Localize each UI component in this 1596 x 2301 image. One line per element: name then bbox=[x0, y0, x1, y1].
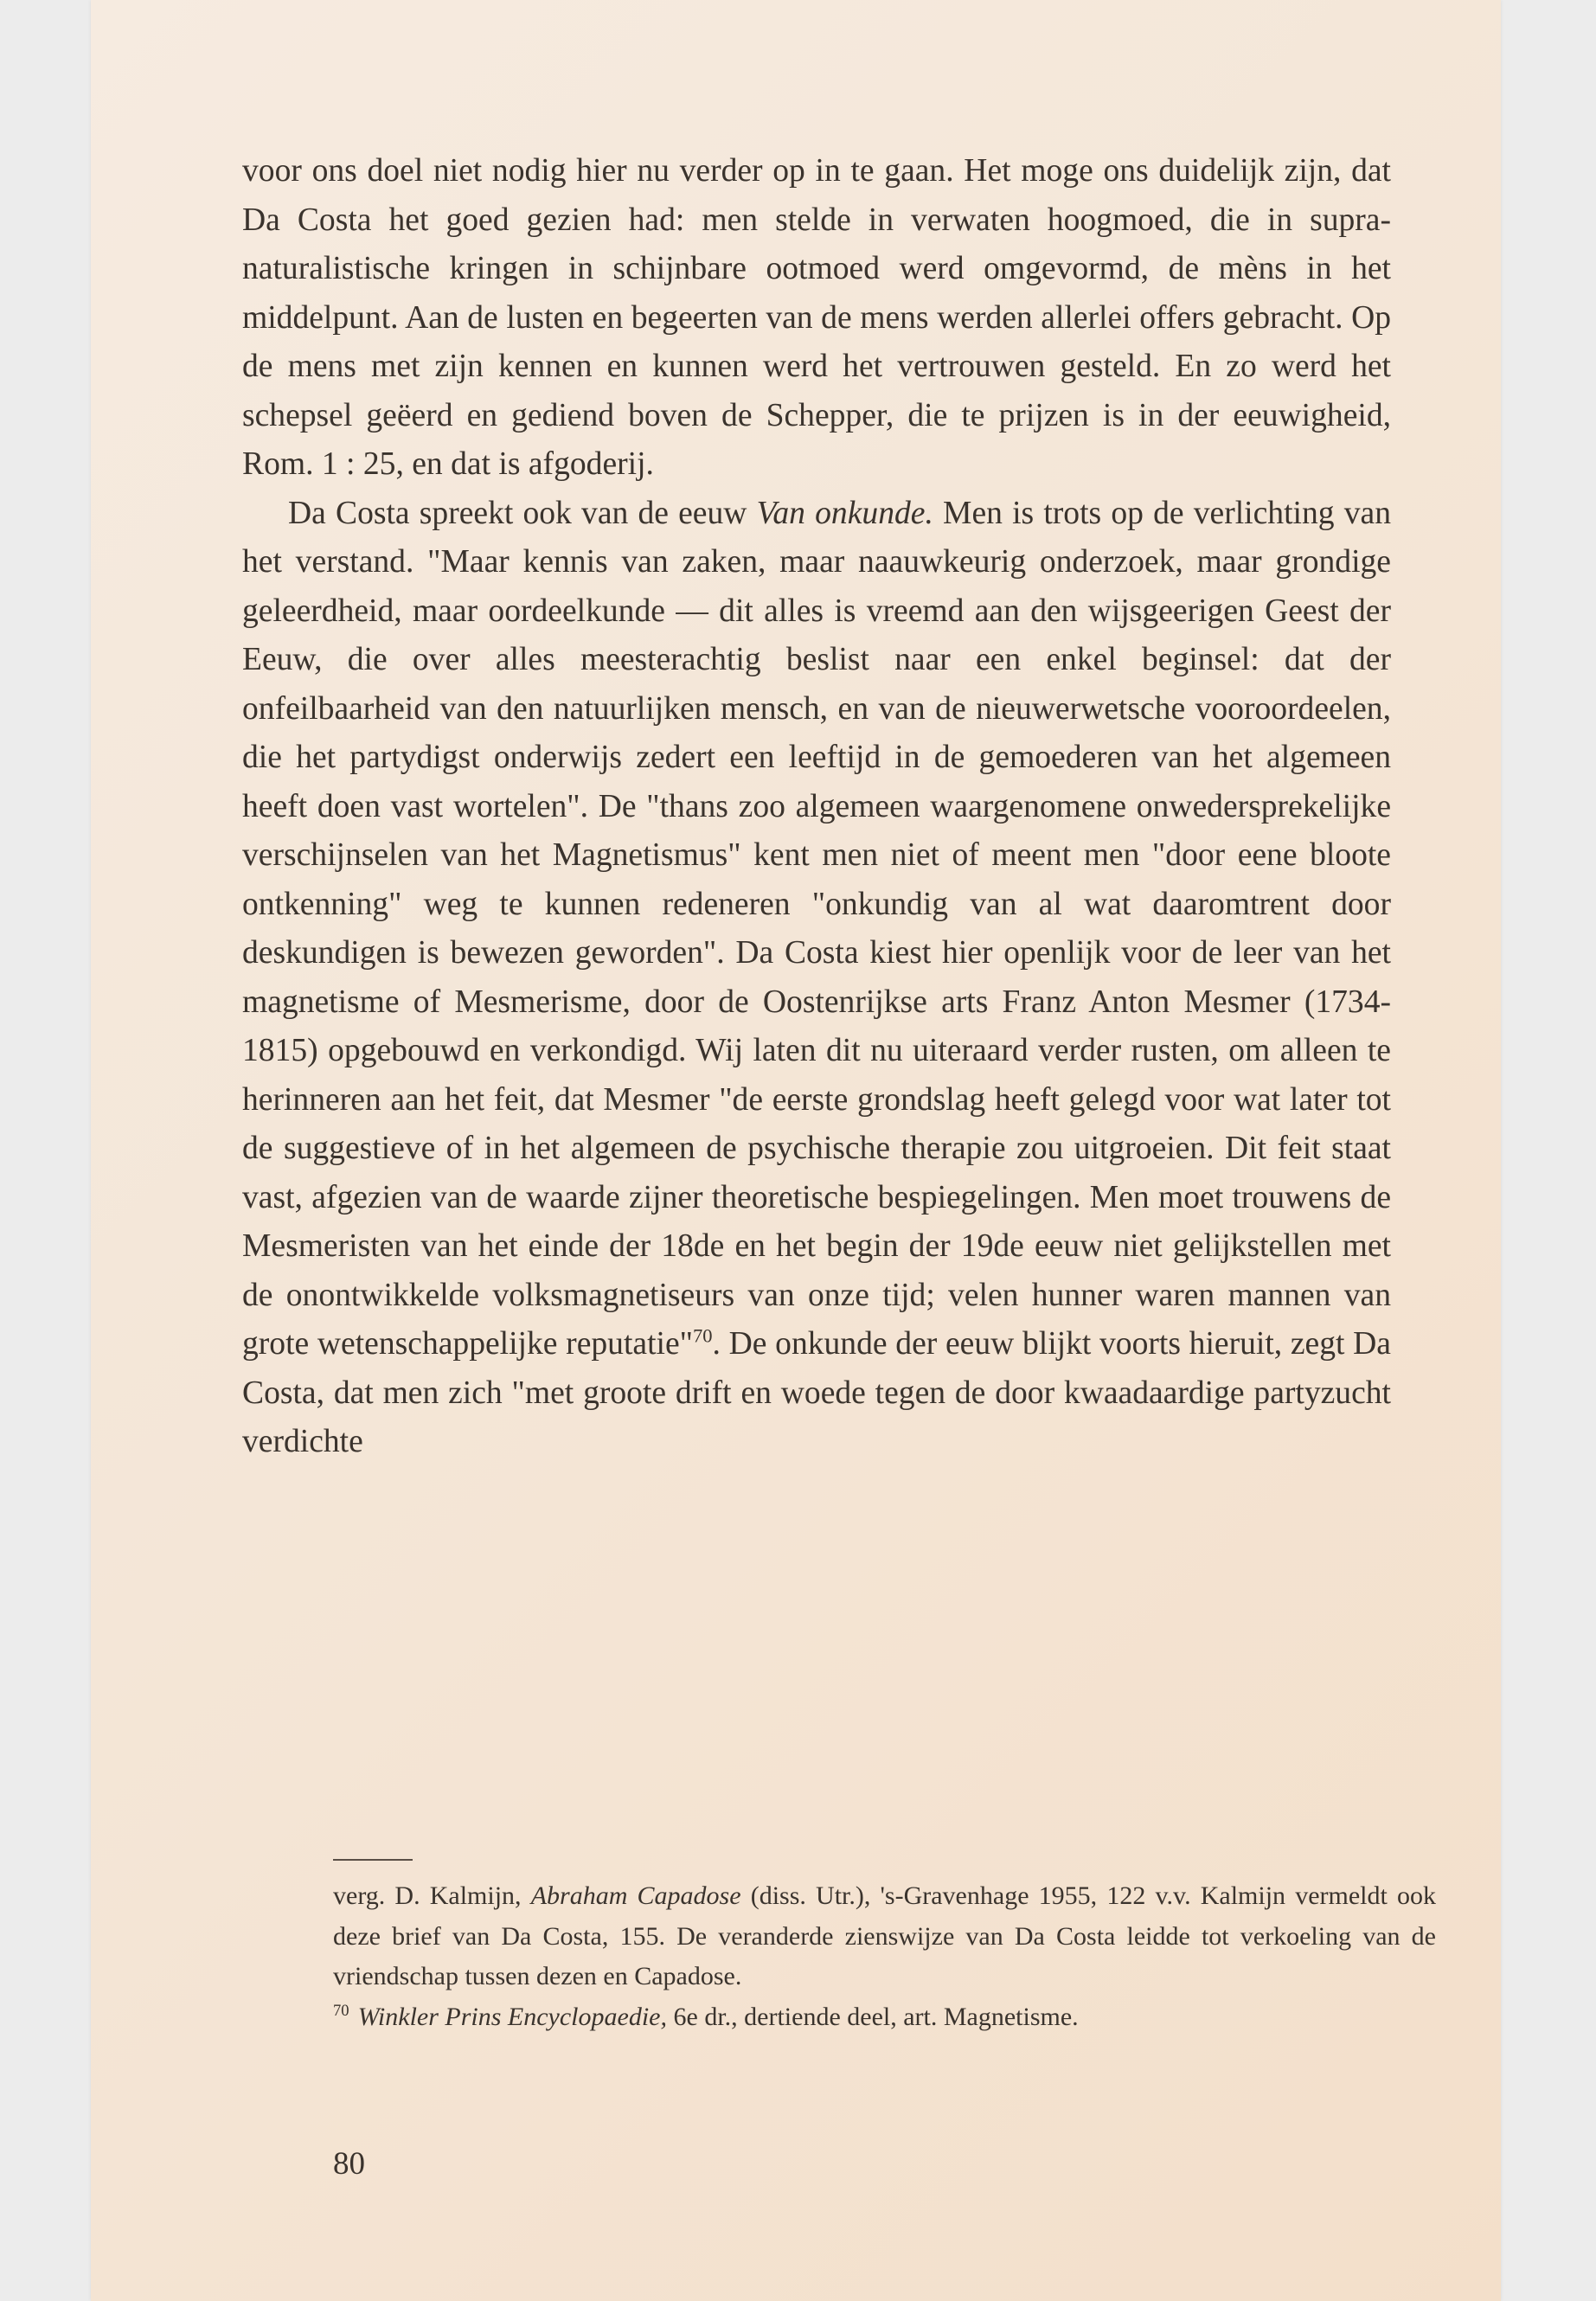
footnote-continued-lead: verg. D. Kalmijn, bbox=[333, 1881, 531, 1910]
footnotes bbox=[333, 1876, 1436, 2037]
footnote-reference-70: 70 bbox=[692, 1324, 713, 1347]
footnote-continued-title: Abraham Capadose bbox=[530, 1881, 741, 1910]
paragraph-2 bbox=[242, 490, 1391, 1467]
footnote-divider bbox=[333, 1859, 413, 1861]
paragraph-2-italic-title: Van onkunde. bbox=[756, 495, 933, 531]
paragraph-2-lead: Da Costa spreekt ook van de eeuw bbox=[288, 495, 757, 531]
footnote-70 bbox=[333, 1997, 1436, 2038]
footnote-continued-body: (diss. Utr.), 's-Gravenhage 1955, 122 v.v. Kalmijn vermeldt ook deze brief van Da Costa, 155. De veranderde zienswijze van Da Costa leidde tot verkoeling van de vriendschap tussen dezen en Capadose. bbox=[333, 1881, 1436, 1990]
footnote-70-body: 6e dr., dertiende deel, art. Magnetisme. bbox=[667, 2002, 1079, 2031]
page-number: 80 bbox=[333, 2146, 365, 2182]
paragraph-2-tail: . De onkunde der eeuw blijkt voorts hieruit, zegt Da Costa, dat men zich "met groote drift en woede tegen de door kwaadaardige partyzucht verdichte bbox=[242, 1326, 1391, 1459]
paragraph-1 bbox=[242, 147, 1391, 490]
book-page bbox=[91, 0, 1501, 2301]
footnote-70-number: 70 bbox=[333, 2001, 349, 2020]
paragraph-1-text: voor ons doel niet nodig hier nu verder op in te gaan. Het moge ons duidelijk zijn, dat Da Costa het goed gezien had: men stelde in verwaten hoogmoed, die in supra-naturalistische kringen in schijnbare ootmoed werd omgevormd, de mèns in het middelpunt. Aan de lusten en begeerten van de mens werden allerlei offers gebracht. Op de mens met zijn kennen en kunnen werd het vertrouwen gesteld. En zo werd het schepsel geëerd en gediend boven de Schepper, die te prijzen is in der eeuwigheid, Rom. 1 : 25, en dat is afgoderij. bbox=[242, 153, 1391, 482]
paragraph-2-body: Men is trots op de verlichting van het verstand. "Maar kennis van zaken, maar naauwkeurig onderzoek, maar grondige geleerdheid, maar oordeelkunde — dit alles is vreemd aan den wijsgeerigen Geest der Eeuw, die over alles meesterachtig beslist naar een enkel beginsel: dat der onfeilbaarheid van den natuurlijken mensch, en van de nieuwerwetsche vooroordeelen, die het partydigst onderwijs zedert een leeftijd in de gemoederen van het algemeen heeft doen vast wortelen". De "thans zoo algemeen waargenomene onwedersprekelijke verschijnselen van het Magnetismus" kent men niet of meent men "door eene bloote ontkenning" weg te kunnen redeneren "onkundig van al wat daaromtrent door deskundigen is bewezen geworden". Da Costa kiest hier openlijk voor de leer van het magnetisme of Mesmerisme, door de Oostenrijkse arts Franz Anton Mesmer (1734-1815) opgebouwd en verkondigd. Wij laten dit nu uiteraard verder rusten, om alleen te herinneren aan het feit, dat Mesmer "de eerste grondslag heeft gelegd voor wat later tot de suggestieve of in het algemeen de psychische therapie zou uitgroeien. Dit feit staat vast, afgezien van de waarde zijner theoretische bespiegelingen. Men moet trouwens de Mesmeristen van het einde der 18de en het begin der 19de eeuw niet gelijkstellen met de onontwikkelde volksmagnetiseurs van onze tijd; velen hunner waren mannen van grote wetenschappelijke reputatie" bbox=[242, 495, 1391, 1362]
footnote-continued bbox=[333, 1876, 1436, 1997]
footnote-70-title: Winkler Prins Encyclopaedie, bbox=[357, 2002, 667, 2031]
body-text bbox=[242, 147, 1391, 1467]
